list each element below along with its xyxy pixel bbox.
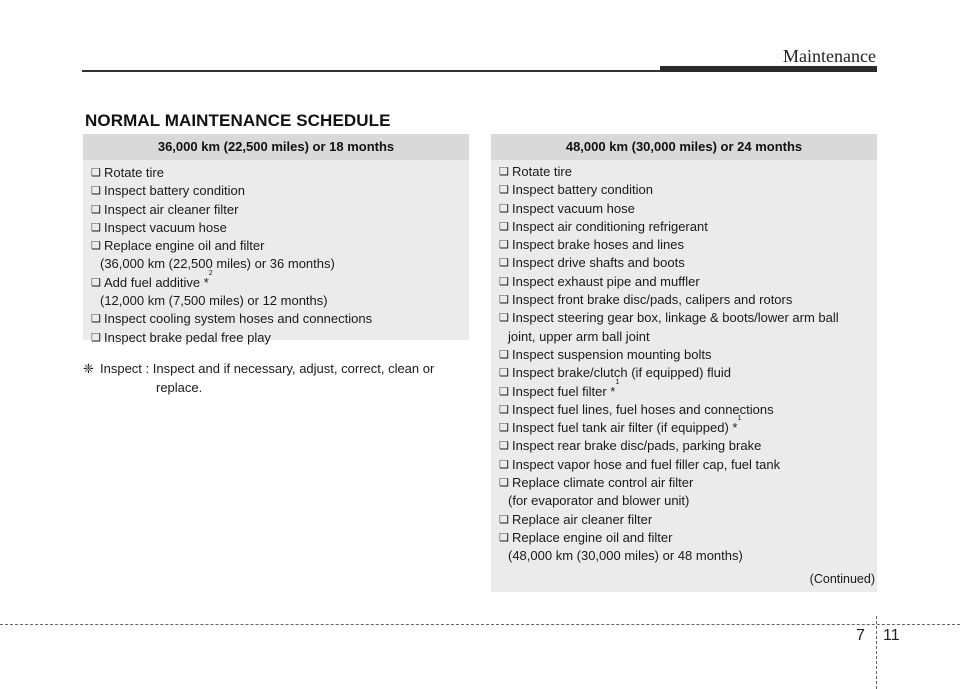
continued-label: (Continued): [809, 572, 875, 586]
list-item-continuation: [499, 547, 869, 565]
checkbox-icon: ❑: [499, 202, 509, 215]
list-item-text: Rotate tire: [512, 164, 572, 179]
list-item-text: Inspect battery condition: [104, 183, 245, 199]
checkbox-icon: ❑: [499, 166, 509, 178]
list-item: [499, 364, 869, 382]
chapter-number: 7: [856, 627, 865, 644]
checkbox-icon: ❑: [499, 367, 509, 380]
list-item-text: Inspect vapor hose and fuel filler cap, fuel tank: [512, 456, 781, 472]
checkbox-icon: ❑: [91, 203, 101, 216]
checkbox-icon: ❑: [499, 513, 509, 526]
list-item: [499, 273, 869, 291]
checkbox-icon: ❑: [499, 477, 509, 490]
list-item-continuation: [499, 328, 869, 346]
list-item: [91, 237, 461, 255]
checkbox-icon: ❑: [499, 440, 509, 453]
list-item-text: Inspect suspension mounting bolts: [512, 346, 712, 362]
header-rule: [82, 70, 660, 72]
list-item: [91, 182, 461, 200]
list-item: [499, 529, 869, 547]
list-item-text: Inspect rear brake disc/pads, parking brake: [512, 438, 762, 454]
list-item-text: Inspect fuel filter *: [512, 383, 616, 399]
list-item-continuation: [91, 255, 461, 273]
list-item: [499, 291, 869, 309]
list-item-text: Inspect cooling system hoses and connections: [104, 311, 373, 327]
list-item: [499, 346, 869, 364]
list-item: [499, 309, 869, 327]
list-item: [499, 401, 869, 419]
checkbox-icon: ❑: [499, 257, 509, 270]
footer-divider: [876, 616, 877, 689]
list-item: [499, 254, 869, 272]
checkbox-icon: ❑: [91, 331, 101, 344]
list-item-continuation: [499, 492, 869, 510]
list-item: [499, 181, 869, 199]
list-item: [91, 310, 461, 328]
list-item-text: Inspect fuel lines, fuel hoses and connections: [512, 401, 774, 417]
list-item-text: Inspect air conditioning refrigerant: [512, 218, 708, 234]
note-line-1: Inspect : Inspect and if necessary, adjust, correct, clean or: [100, 361, 435, 376]
checkbox-icon: ❑: [499, 294, 509, 307]
checkbox-icon: ❑: [499, 531, 509, 544]
checkbox-icon: ❑: [91, 221, 101, 234]
column-heading: 48,000 km (30,000 miles) or 24 months: [491, 134, 877, 160]
checkbox-icon: ❑: [499, 403, 509, 416]
list-item-text: Inspect brake/clutch (if equipped) fluid: [512, 365, 731, 381]
list-item-text: Inspect brake pedal free play: [104, 329, 271, 345]
list-item-text: (36,000 km (22,500 miles) or 36 months): [100, 256, 335, 272]
checklist: [499, 163, 869, 566]
list-item-text: (48,000 km (30,000 miles) or 48 months): [508, 548, 743, 564]
checkbox-icon: ❑: [499, 422, 509, 435]
checkbox-icon: ❑: [499, 239, 509, 252]
checkbox-icon: ❑: [499, 275, 509, 288]
list-item-text: Inspect battery condition: [512, 182, 653, 198]
checkbox-icon: ❑: [499, 184, 509, 197]
list-item-text: Inspect fuel tank air filter (if equipped) *: [512, 420, 738, 436]
list-item-text: Inspect vacuum hose: [512, 200, 635, 216]
list-item: [499, 236, 869, 254]
checkbox-icon: ❑: [499, 348, 509, 361]
list-item-text: Inspect vacuum hose: [104, 219, 227, 235]
checkbox-icon: ❑: [91, 276, 101, 289]
list-item-text: joint, upper arm ball joint: [508, 328, 650, 344]
section-title: Maintenance: [783, 46, 876, 66]
list-item: ❑ Add fuel additive * 2: [91, 274, 461, 292]
list-item: [499, 474, 869, 492]
checkbox-icon: ❑: [499, 458, 509, 471]
list-item-text: (for evaporator and blower unit): [508, 493, 690, 509]
list-item: [499, 437, 869, 455]
note-line-2: replace.: [156, 379, 203, 395]
list-item-text: Replace air cleaner filter: [512, 511, 653, 527]
list-item: [91, 164, 461, 182]
schedule-column-48000: [491, 134, 877, 592]
footer-rule: [0, 624, 960, 625]
page-number: 11: [883, 627, 900, 644]
checkbox-icon: ❑: [91, 240, 101, 253]
note-symbol-icon: ❈: [83, 361, 94, 376]
list-item: [499, 511, 869, 529]
list-item: [91, 329, 461, 347]
checkbox-icon: ❑: [499, 220, 509, 233]
list-item-text: Rotate tire: [104, 165, 164, 180]
list-item: [91, 219, 461, 237]
list-item-text: (12,000 km (7,500 miles) or 12 months): [100, 293, 328, 309]
list-item: [499, 218, 869, 236]
inspect-note: [83, 360, 469, 397]
list-item-text: Replace climate control air filter: [512, 475, 694, 491]
list-item-text: Add fuel additive *: [104, 274, 209, 290]
list-item-text: Inspect exhaust pipe and muffler: [512, 273, 700, 289]
list-item: ❑ Inspect fuel tank air filter (if equipped) * 1: [499, 419, 869, 437]
list-item-continuation: [91, 292, 461, 310]
checkbox-icon: ❑: [91, 167, 101, 179]
list-item: [499, 456, 869, 474]
page-title: NORMAL MAINTENANCE SCHEDULE: [85, 111, 391, 130]
checkbox-icon: ❑: [499, 312, 509, 325]
checklist: [91, 164, 461, 347]
schedule-column-36000: [83, 134, 469, 345]
list-item: [499, 163, 869, 181]
list-item-text: Inspect front brake disc/pads, calipers and rotors: [512, 292, 793, 308]
list-item-text: Replace engine oil and filter: [512, 529, 673, 545]
list-item: [91, 201, 461, 219]
checkbox-icon: ❑: [499, 385, 509, 398]
list-item-text: Inspect steering gear box, linkage & boots/lower arm ball: [512, 310, 839, 326]
list-item: ❑ Inspect fuel filter * 1: [499, 383, 869, 401]
checkbox-icon: ❑: [91, 313, 101, 326]
list-item-text: Inspect brake hoses and lines: [512, 237, 684, 253]
list-item: [499, 200, 869, 218]
list-item-text: Replace engine oil and filter: [104, 238, 265, 254]
list-item-text: Inspect air cleaner filter: [104, 201, 239, 217]
column-heading: 36,000 km (22,500 miles) or 18 months: [83, 134, 469, 160]
checkbox-icon: ❑: [91, 185, 101, 198]
list-item-text: Inspect drive shafts and boots: [512, 255, 685, 271]
